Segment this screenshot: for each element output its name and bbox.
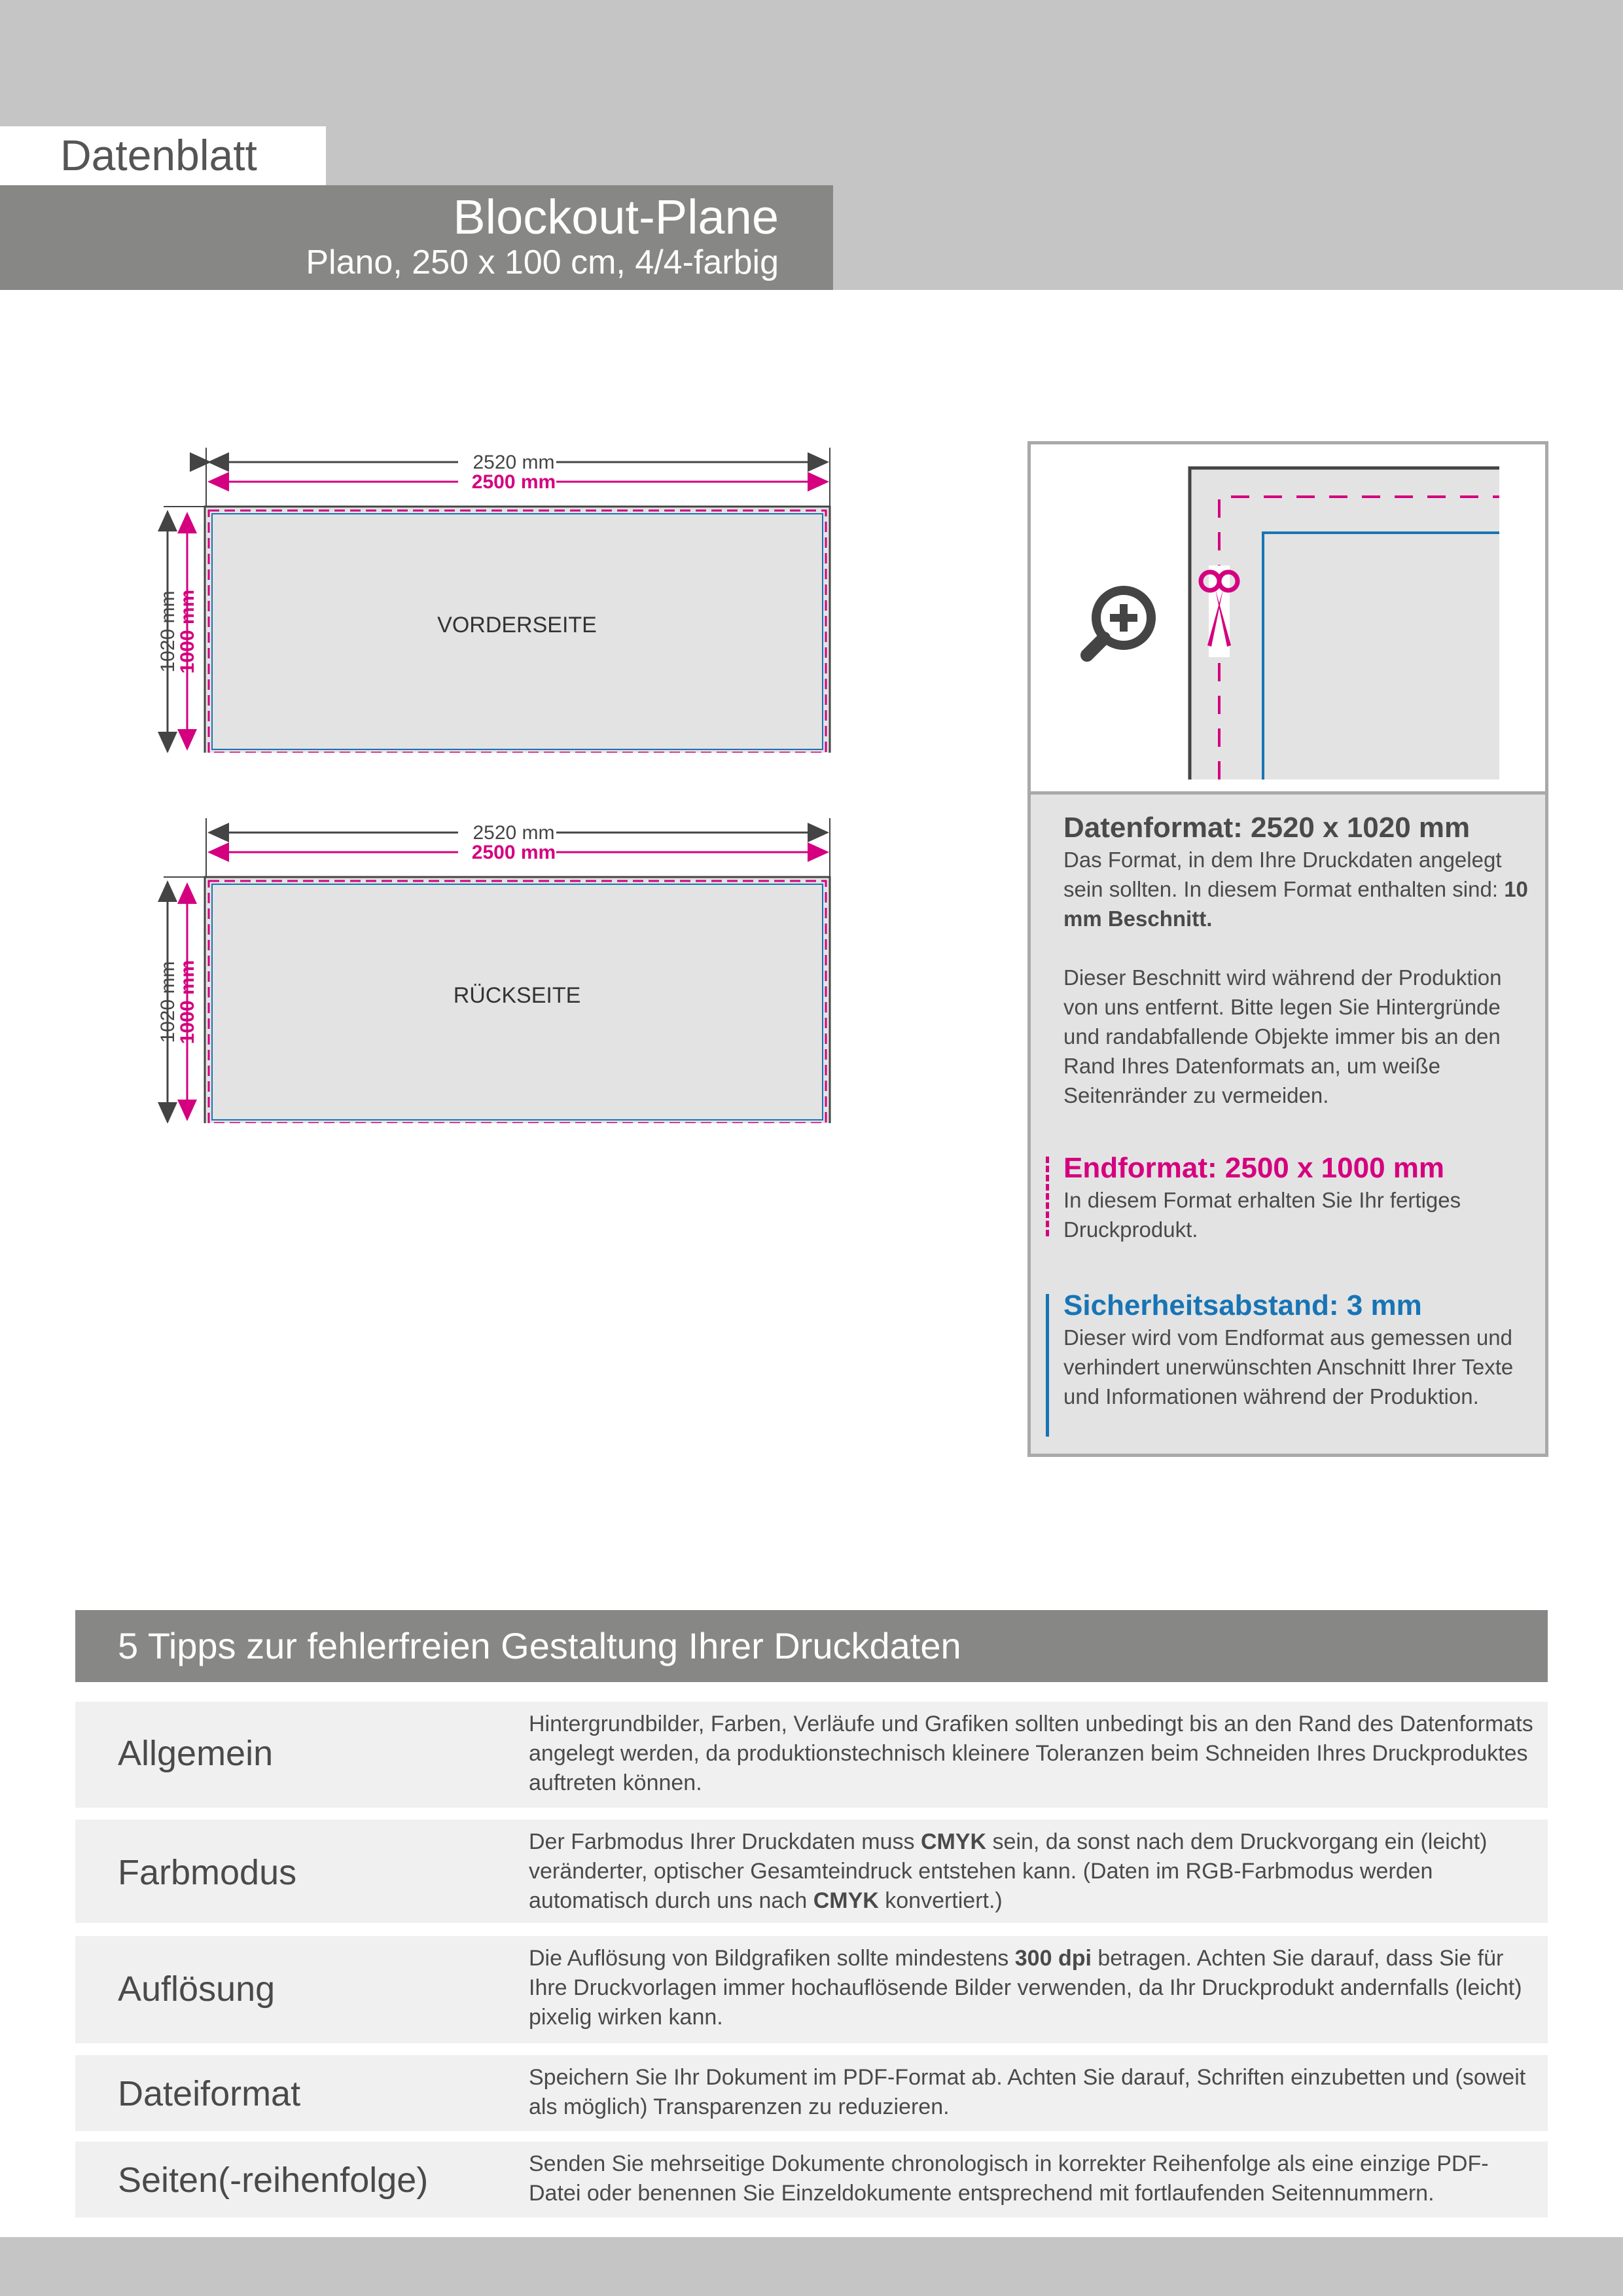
tip-label: Allgemein xyxy=(118,1734,274,1773)
endformat-title: Endformat: 2500 x 1000 mm xyxy=(1063,1152,1445,1184)
datenformat-text-bold: 10 mm Beschnitt. xyxy=(1063,877,1528,931)
doc-label-text: Datenblatt xyxy=(60,131,257,179)
format-diagram-front xyxy=(144,439,851,753)
datenformat-text xyxy=(1063,845,1528,933)
format-diagram-back xyxy=(144,809,851,1123)
dim-final-height: 1000 mm xyxy=(177,589,198,674)
datenformat-section xyxy=(1063,811,1528,1110)
zoom-in-icon xyxy=(1087,590,1151,655)
side-label-front: VORDERSEITE xyxy=(437,613,597,637)
corner-detail-graphic xyxy=(1031,444,1545,791)
tip-label: Farbmodus xyxy=(118,1853,297,1892)
dim-final-height: 1000 mm xyxy=(177,960,198,1045)
tip-label: Auflösung xyxy=(118,1969,276,2009)
dim-final-width: 2500 mm xyxy=(471,842,556,863)
zoom-detail xyxy=(1031,444,1545,795)
tips-header-title: 5 Tipps zur fehlerfreien Gestaltung Ihrer Druckdaten xyxy=(118,1625,961,1666)
sicherheit-title: Sicherheitsabstand: 3 mm xyxy=(1063,1289,1422,1321)
sicherheit-text: Dieser wird vom Endformat aus gemessen und verhindert unerwünschten Anschnitt Ihrer Texte und Informationen während der Produktion. xyxy=(1063,1325,1514,1408)
tip-label: Seiten(-reihenfolge) xyxy=(118,2161,429,2200)
endformat-marker xyxy=(1046,1157,1049,1236)
bottom-band xyxy=(0,2237,1623,2296)
tip-text: Hintergrundbilder, Farben, Verläufe und Grafiken sollten unbedingt bis an den Rand des Datenformats angelegt werden, da produktionstechnisch kleinere Toleranzen beim Schneiden Ihres Druckproduktes auftreten können. xyxy=(529,1712,1533,1795)
tip-label: Dateiformat xyxy=(118,2074,301,2113)
dim-final-width: 2500 mm xyxy=(471,471,556,493)
tips-header xyxy=(75,1610,1548,1682)
tip-text: Senden Sie mehrseitige Dokumente chronologisch in korrekter Reihenfolge als eine einzige PDF-Datei oder benennen Sie Einzeldokumente entsprechend mit fortlaufenden Seitennummern. xyxy=(529,2151,1489,2206)
tip-text: Die Auflösung von Bildgrafiken sollte mindestens 300 dpi betragen. Achten Sie darauf, dass Sie für Ihre Druckvorlagen immer hochauflösende Bilder verwenden, da Ihr Druckprodukt andernfalls (leicht) pixelig wirken kann. xyxy=(529,1946,1522,2030)
tip-row-farbmodus xyxy=(75,1820,1548,1923)
tip-row-dateiformat xyxy=(75,2055,1548,2131)
datenformat-title: Datenformat: 2520 x 1020 mm xyxy=(1063,812,1471,844)
dim-data-width: 2520 mm xyxy=(473,822,555,844)
tip-text: Speichern Sie Ihr Dokument im PDF-Format ab. Achten Sie darauf, Schriften einzubetten und (soweit als möglich) Transparenzen zu reduzieren. xyxy=(529,2065,1526,2119)
endformat-text: In diesem Format erhalten Sie Ihr fertiges Druckprodukt. xyxy=(1063,1188,1461,1242)
doc-label xyxy=(0,126,326,185)
tip-row-seiten xyxy=(75,2142,1548,2217)
sicherheit-marker xyxy=(1046,1294,1049,1437)
product-title: Blockout-Plane xyxy=(453,190,779,244)
tip-text: Der Farbmodus Ihrer Druckdaten muss CMYK sein, da sonst nach dem Druckvorgang ein (leicht) veränderter, optischer Gesamteindruck entstehen kann. (Daten im RGB-Farbmodus werden automatisch durch uns nach CMYK konvertiert.) xyxy=(529,1829,1488,1913)
datenformat-text-a: Das Format, in dem Ihre Druckdaten angelegt sein sollten. In diesem Format enthalten sind: xyxy=(1063,848,1505,901)
product-subtitle: Plano, 250 x 100 cm, 4/4-farbig xyxy=(306,243,779,281)
endformat-section xyxy=(1063,1151,1528,1244)
dim-data-height: 1020 mm xyxy=(157,961,179,1043)
dim-data-height: 1020 mm xyxy=(157,590,179,673)
title-bar xyxy=(0,185,833,290)
side-label-back: RÜCKSEITE xyxy=(453,983,581,1008)
datenformat-text2: Dieser Beschnitt wird während der Produktion von uns entfernt. Bitte legen Sie Hintergründe und randabfallende Objekte immer bis an den Rand Ihres Datenformats an, um weiße Seitenränder zu vermeiden. xyxy=(1063,965,1502,1107)
tip-row-aufloesung xyxy=(75,1936,1548,2043)
diagram-front xyxy=(144,439,851,753)
info-panel xyxy=(1027,441,1548,1457)
tip-row-allgemein xyxy=(75,1702,1548,1808)
diagram-back xyxy=(144,809,851,1123)
dim-data-width: 2520 mm xyxy=(473,452,555,473)
sicherheit-section xyxy=(1063,1289,1528,1411)
